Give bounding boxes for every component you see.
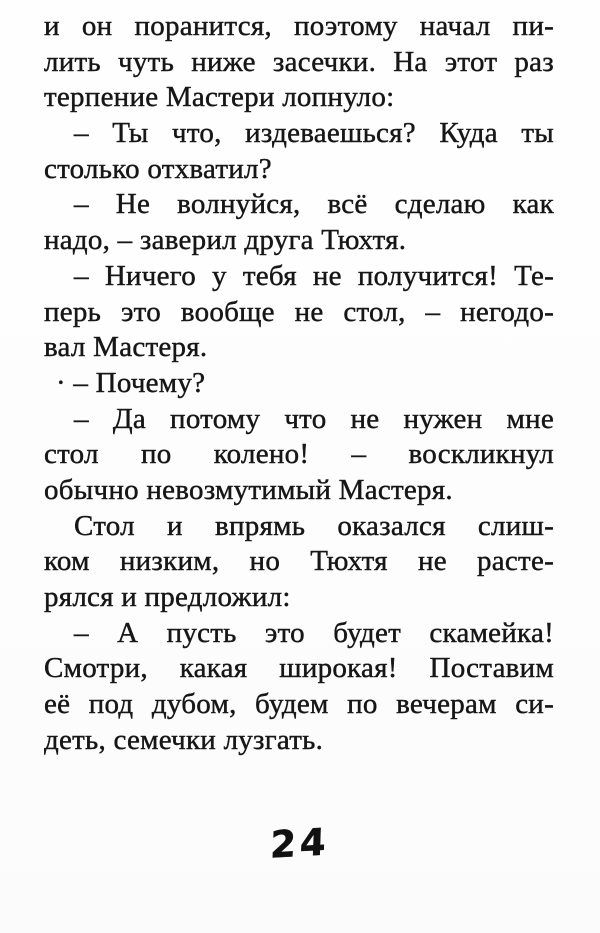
text-line: – Ничего у тебя не получится! Те- [74, 259, 554, 292]
text-line: · – Почему? [56, 366, 206, 399]
text-line: терпение Мастери лопнуло: [44, 81, 395, 114]
text-line: надо, – заверил друга Тюхтя. [44, 224, 407, 257]
text-line: – Да потому что не нужен мне [74, 402, 554, 435]
page-number: 24 [269, 820, 331, 867]
text-line: обычно невозмутимый Мастеря. [44, 473, 453, 506]
text-line: Смотри, какая широкая! Поставим [44, 652, 554, 685]
text-line: Стол и впрямь оказался слиш- [74, 509, 554, 542]
text-line: вал Мастеря. [44, 331, 208, 364]
text-line: – А пусть это будет скамейка! [74, 616, 554, 649]
text-line: лить чуть ниже засечки. На этот раз [44, 45, 554, 78]
text-line: перь это вообще не стол, – негодо- [44, 295, 554, 328]
text-line: и он поранится, поэтому начал пи- [44, 10, 554, 42]
page-text [44, 9, 554, 758]
text-line: ком низким, но Тюхтя не расте- [44, 545, 554, 578]
text-line: её под дубом, будем по вечерам си- [44, 688, 554, 721]
text-line: столько отхватил? [44, 152, 272, 185]
text-line: деть, семечки лузгать. [44, 723, 324, 756]
text-line: – Не волнуйся, всё сделаю как [74, 188, 554, 221]
text-line: стол по колено! – воскликнул [44, 438, 554, 471]
text-line: – Ты что, издеваешься? Куда ты [74, 117, 554, 150]
text-line: рялся и предложил: [44, 581, 291, 613]
